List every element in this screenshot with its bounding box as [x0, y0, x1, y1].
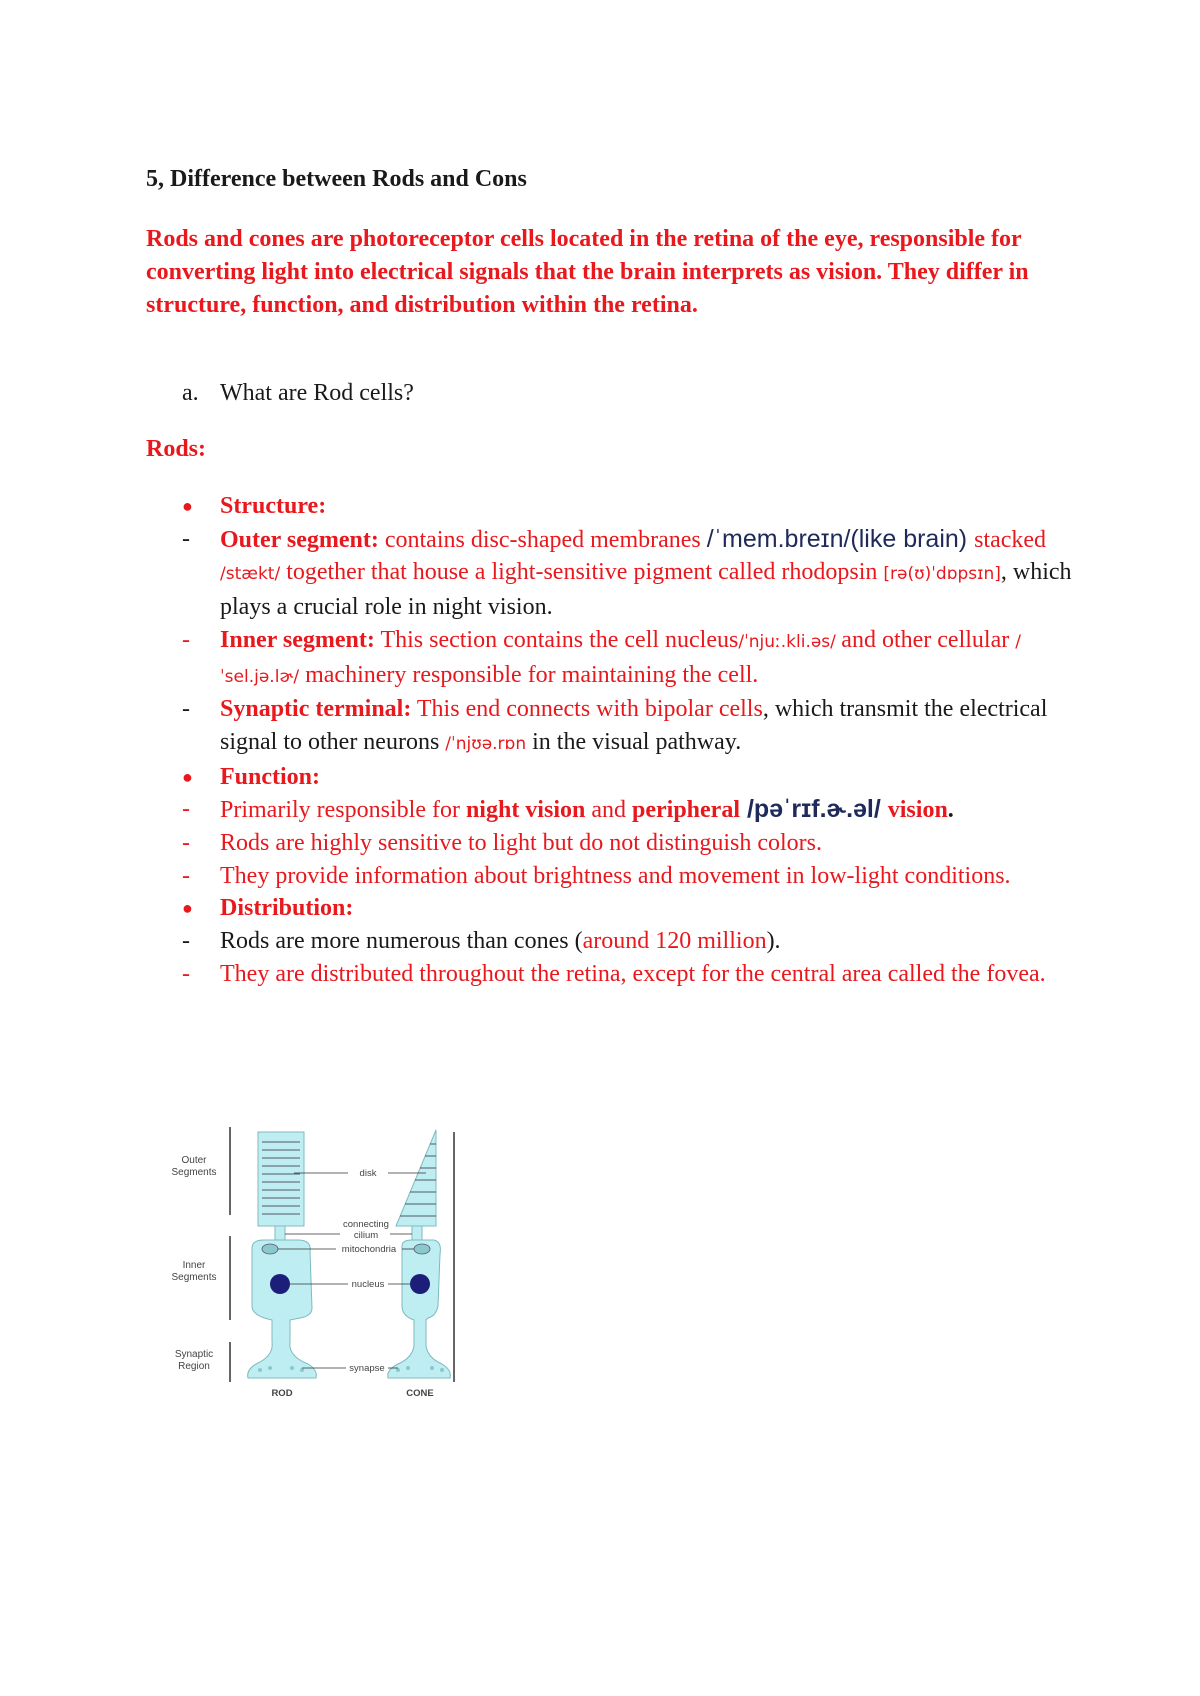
outer-segment-text: Outer segment: contains disc-shaped membranes /ˈmem.breɪn/(like brain) stacked /stækt/ together that house a light-sensitive pigment called rhodopsin [rə(ʊ)ˈdɒpsɪn], which plays a crucial role in night vision.	[220, 524, 1072, 621]
structure-label: Structure:	[220, 493, 327, 519]
function-label: Function:	[220, 763, 321, 790]
rod-caption: ROD	[271, 1388, 293, 1399]
question-marker: a.	[182, 380, 199, 406]
rod-outer-segment	[258, 1132, 304, 1226]
rods-title: Rods:	[146, 436, 207, 462]
cone-caption: CONE	[406, 1388, 434, 1399]
question-a	[182, 380, 414, 407]
dash-marker: -	[182, 696, 190, 723]
synaptic-region-label-2: Region	[178, 1361, 210, 1372]
distribution-bullet	[182, 892, 1082, 925]
outer-segment-label: Outer segment:	[220, 526, 379, 553]
outer-segments-label-2: Segments	[171, 1167, 217, 1178]
inner-segments-label-1: Inner	[182, 1260, 206, 1271]
ipa-neuron: /ˈnjʊə.rɒn	[445, 733, 527, 754]
dash-marker: -	[182, 525, 190, 552]
ipa-stacked: /stækt/	[220, 564, 281, 585]
connecting-cilium-label-2: cilium	[353, 1230, 379, 1241]
ipa-rhodopsin: [rə(ʊ)ˈdɒpsɪn]	[883, 564, 1001, 585]
synaptic-terminal-item	[182, 693, 1082, 760]
dash-marker: -	[182, 830, 190, 857]
distribution-item-2	[182, 958, 1082, 991]
distribution-item-1	[182, 925, 1082, 958]
disk-label: disk	[359, 1168, 377, 1179]
function-item-1	[182, 793, 1082, 827]
outer-segment-item	[182, 523, 1082, 624]
structure-bullet	[182, 490, 1082, 523]
section-heading: 5, Difference between Rods and Cons	[146, 166, 527, 192]
question-text: What are Rod cells?	[220, 380, 414, 406]
inner-segment-label: Inner segment:	[220, 626, 375, 653]
bullet-dot-icon: ●	[182, 496, 193, 516]
dash-marker: -	[182, 960, 190, 987]
inner-segment-item	[182, 624, 1082, 693]
bullet-dot-icon: ●	[182, 766, 193, 787]
outer-segments-label-1: Outer	[181, 1155, 207, 1166]
inner-segments-label-2: Segments	[171, 1272, 217, 1283]
function-item-2	[182, 827, 1082, 860]
cone-nucleus	[410, 1274, 430, 1294]
function-item-3	[182, 860, 1082, 893]
rod-body	[248, 1240, 317, 1378]
dash-marker: -	[182, 796, 190, 823]
dash-marker: -	[182, 862, 190, 889]
ipa-membrane: /ˈmem.breɪn/(like brain)	[706, 524, 975, 553]
cone-body	[388, 1240, 451, 1378]
synapse-label: synapse	[349, 1363, 385, 1374]
inner-segment-text: Inner segment: This section contains the cell nucleus/ˈnjuː.kli.əs/ and other cellular /ˈsel.jə.lɚ/ machinery responsible for maintaining the cell.	[220, 626, 1021, 688]
ipa-nucleus: /ˈnjuː.kli.əs/	[738, 631, 842, 652]
dash-marker: -	[182, 626, 190, 653]
ipa-peripheral: /pəˈrɪf.ɚ.əl/	[740, 795, 888, 824]
ipa-cellular: /ˈsel.jə.lɚ/	[220, 631, 1021, 687]
bullet-dot-icon: ●	[182, 898, 193, 919]
intro-paragraph: Rods and cones are photoreceptor cells located in the retina of the eye, responsible for converting light into electrical signals that the brain interprets as vision. They differ in structure, function, and distribution within the retina.	[146, 226, 1029, 318]
cone-mitochondria	[414, 1244, 430, 1254]
function-bullet	[182, 761, 1082, 794]
cone-cilium	[412, 1226, 422, 1240]
synaptic-region-label-1: Synaptic	[174, 1349, 214, 1360]
cone-cell	[388, 1130, 454, 1382]
mitochondria-label: mitochondria	[341, 1244, 397, 1255]
rod-cone-diagram-svg	[140, 1120, 500, 1400]
distribution-text-1: Rods are more numerous than cones (around 120 million).	[220, 928, 781, 955]
distribution-label: Distribution:	[220, 895, 354, 922]
connecting-cilium-label-1: connecting	[343, 1219, 389, 1230]
nucleus-label: nucleus	[351, 1279, 385, 1290]
function-text-3: They provide information about brightness and movement in low-light conditions.	[220, 862, 1011, 889]
rod-cone-diagram	[140, 1120, 500, 1400]
function-text-1: Primarily responsible for night vision and peripheral /pəˈrɪf.ɚ.əl/ vision.	[220, 795, 954, 824]
function-text-2: Rods are highly sensitive to light but do not distinguish colors.	[220, 830, 822, 857]
rod-mitochondria	[262, 1244, 278, 1254]
rods-bullet-list	[182, 490, 1082, 991]
distribution-text-2: They are distributed throughout the retina, except for the central area called the fovea.	[220, 960, 1046, 987]
synaptic-terminal-text: Synaptic terminal: This end connects with bipolar cells, which transmit the electrical signal to other neurons /ˈnjʊə.rɒn in the visual pathway.	[220, 696, 1048, 755]
rod-cell	[248, 1132, 317, 1378]
rod-nucleus	[270, 1274, 290, 1294]
synaptic-terminal-label: Synaptic terminal:	[220, 696, 412, 723]
dash-marker: -	[182, 928, 190, 955]
